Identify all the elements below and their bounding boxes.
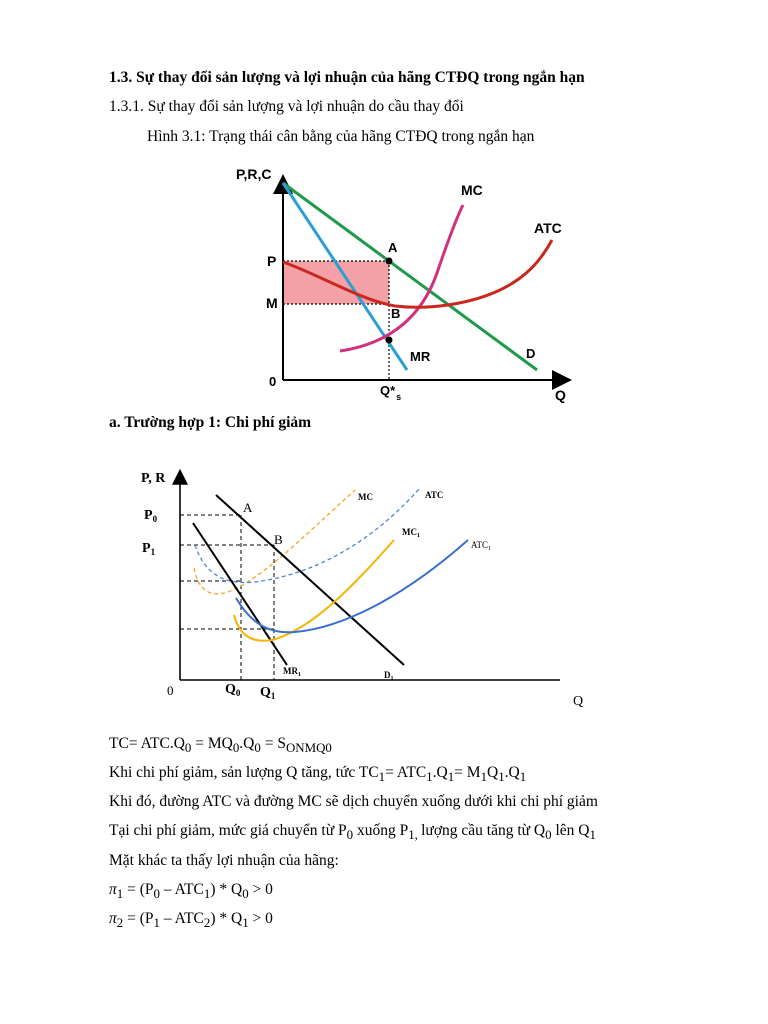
point-a-label: A bbox=[388, 240, 398, 255]
mr-label: MR bbox=[410, 349, 431, 364]
atc-label: ATC bbox=[425, 490, 444, 500]
origin-label: 0 bbox=[269, 374, 277, 389]
mr1-curve bbox=[193, 523, 287, 665]
mc-label: MC bbox=[358, 492, 373, 502]
mc1-curve bbox=[234, 540, 394, 641]
subsection-heading: 1.3.1. Sự thay đổi sản lượng và lợi nhuận do cầu thay đổi bbox=[109, 98, 464, 115]
point-a bbox=[386, 258, 393, 265]
profit-intro-sentence: Mặt khác ta thấy lợi nhuận của hãng: bbox=[109, 852, 339, 869]
price-label: P bbox=[267, 253, 277, 269]
y-axis-label: P, R bbox=[141, 471, 166, 486]
demand-label: D bbox=[526, 346, 536, 361]
q1-label: $Q_1$ bbox=[260, 685, 276, 701]
atc-curve-old bbox=[195, 488, 420, 583]
figure-caption: Hình 3.1: Trạng thái cân bằng của hãng CTĐQ trong ngắn hạn bbox=[147, 128, 535, 145]
point-b-label: B bbox=[391, 306, 401, 321]
mr1-label: $MR_1$ bbox=[283, 666, 301, 678]
case-title: a. Trường hợp 1: Chi phí giảm bbox=[109, 414, 312, 431]
y-axis-label: P,R,C bbox=[236, 166, 272, 182]
cost-decrease-sentence: Khi chi phí giảm, sản lượng Q tăng, tức $TC_1= ATC_1.Q_1= M_1Q_1.Q_1$ bbox=[109, 764, 527, 785]
point-a-label: A bbox=[243, 500, 253, 515]
total-cost-equation: $TC= ATC.Q_0 = MQ_0.Q_0 = S_{ONMQ0}$ bbox=[109, 735, 332, 756]
profit-equation-1: $\pi_1 = (P_0 - ATC_1) * Q_0 > 0$ bbox=[109, 881, 273, 902]
atc-label: ATC bbox=[534, 220, 562, 236]
mc1-label: $MC_1$ bbox=[402, 527, 420, 539]
p0-label: $P_0$ bbox=[144, 508, 158, 524]
mc-label: MC bbox=[461, 182, 483, 198]
point-b-label: B bbox=[274, 532, 283, 547]
figure-equilibrium-chart bbox=[225, 160, 585, 408]
atc-level-label: M bbox=[266, 295, 278, 311]
section-heading: 1.3. Sự thay đổi sản lượng và lợi nhuận của hãng CTĐQ trong ngắn hạn bbox=[109, 69, 585, 86]
price-change-sentence: Tại chi phí giảm, mức giá chuyển từ $P_0$ xuống $P_{1,}$ lượng cầu tăng từ $Q_0$ lên $Q_1$ bbox=[109, 822, 596, 843]
figure-cost-decrease-chart bbox=[130, 465, 600, 710]
x-axis-label: Q bbox=[573, 694, 584, 709]
curve-shift-sentence: Khi đó, đường ATC và đường MC sẽ dịch chuyển xuống dưới khi chi phí giảm bbox=[109, 793, 598, 810]
atc1-label: $ATC_1$ bbox=[471, 540, 492, 552]
origin-label: 0 bbox=[167, 683, 174, 698]
demand-curve bbox=[216, 495, 404, 665]
p1-label: $P_1$ bbox=[142, 541, 156, 557]
x-axis-label: Q bbox=[555, 387, 566, 403]
q0-label: $Q_0$ bbox=[225, 682, 241, 698]
d1-label: $D_1$ bbox=[384, 670, 394, 682]
profit-equation-2: $\pi_2 = (P_1 - ATC_2) * Q_1 > 0$ bbox=[109, 910, 273, 931]
point-b bbox=[386, 337, 393, 344]
quantity-label: $Q*_s$ bbox=[380, 383, 402, 402]
